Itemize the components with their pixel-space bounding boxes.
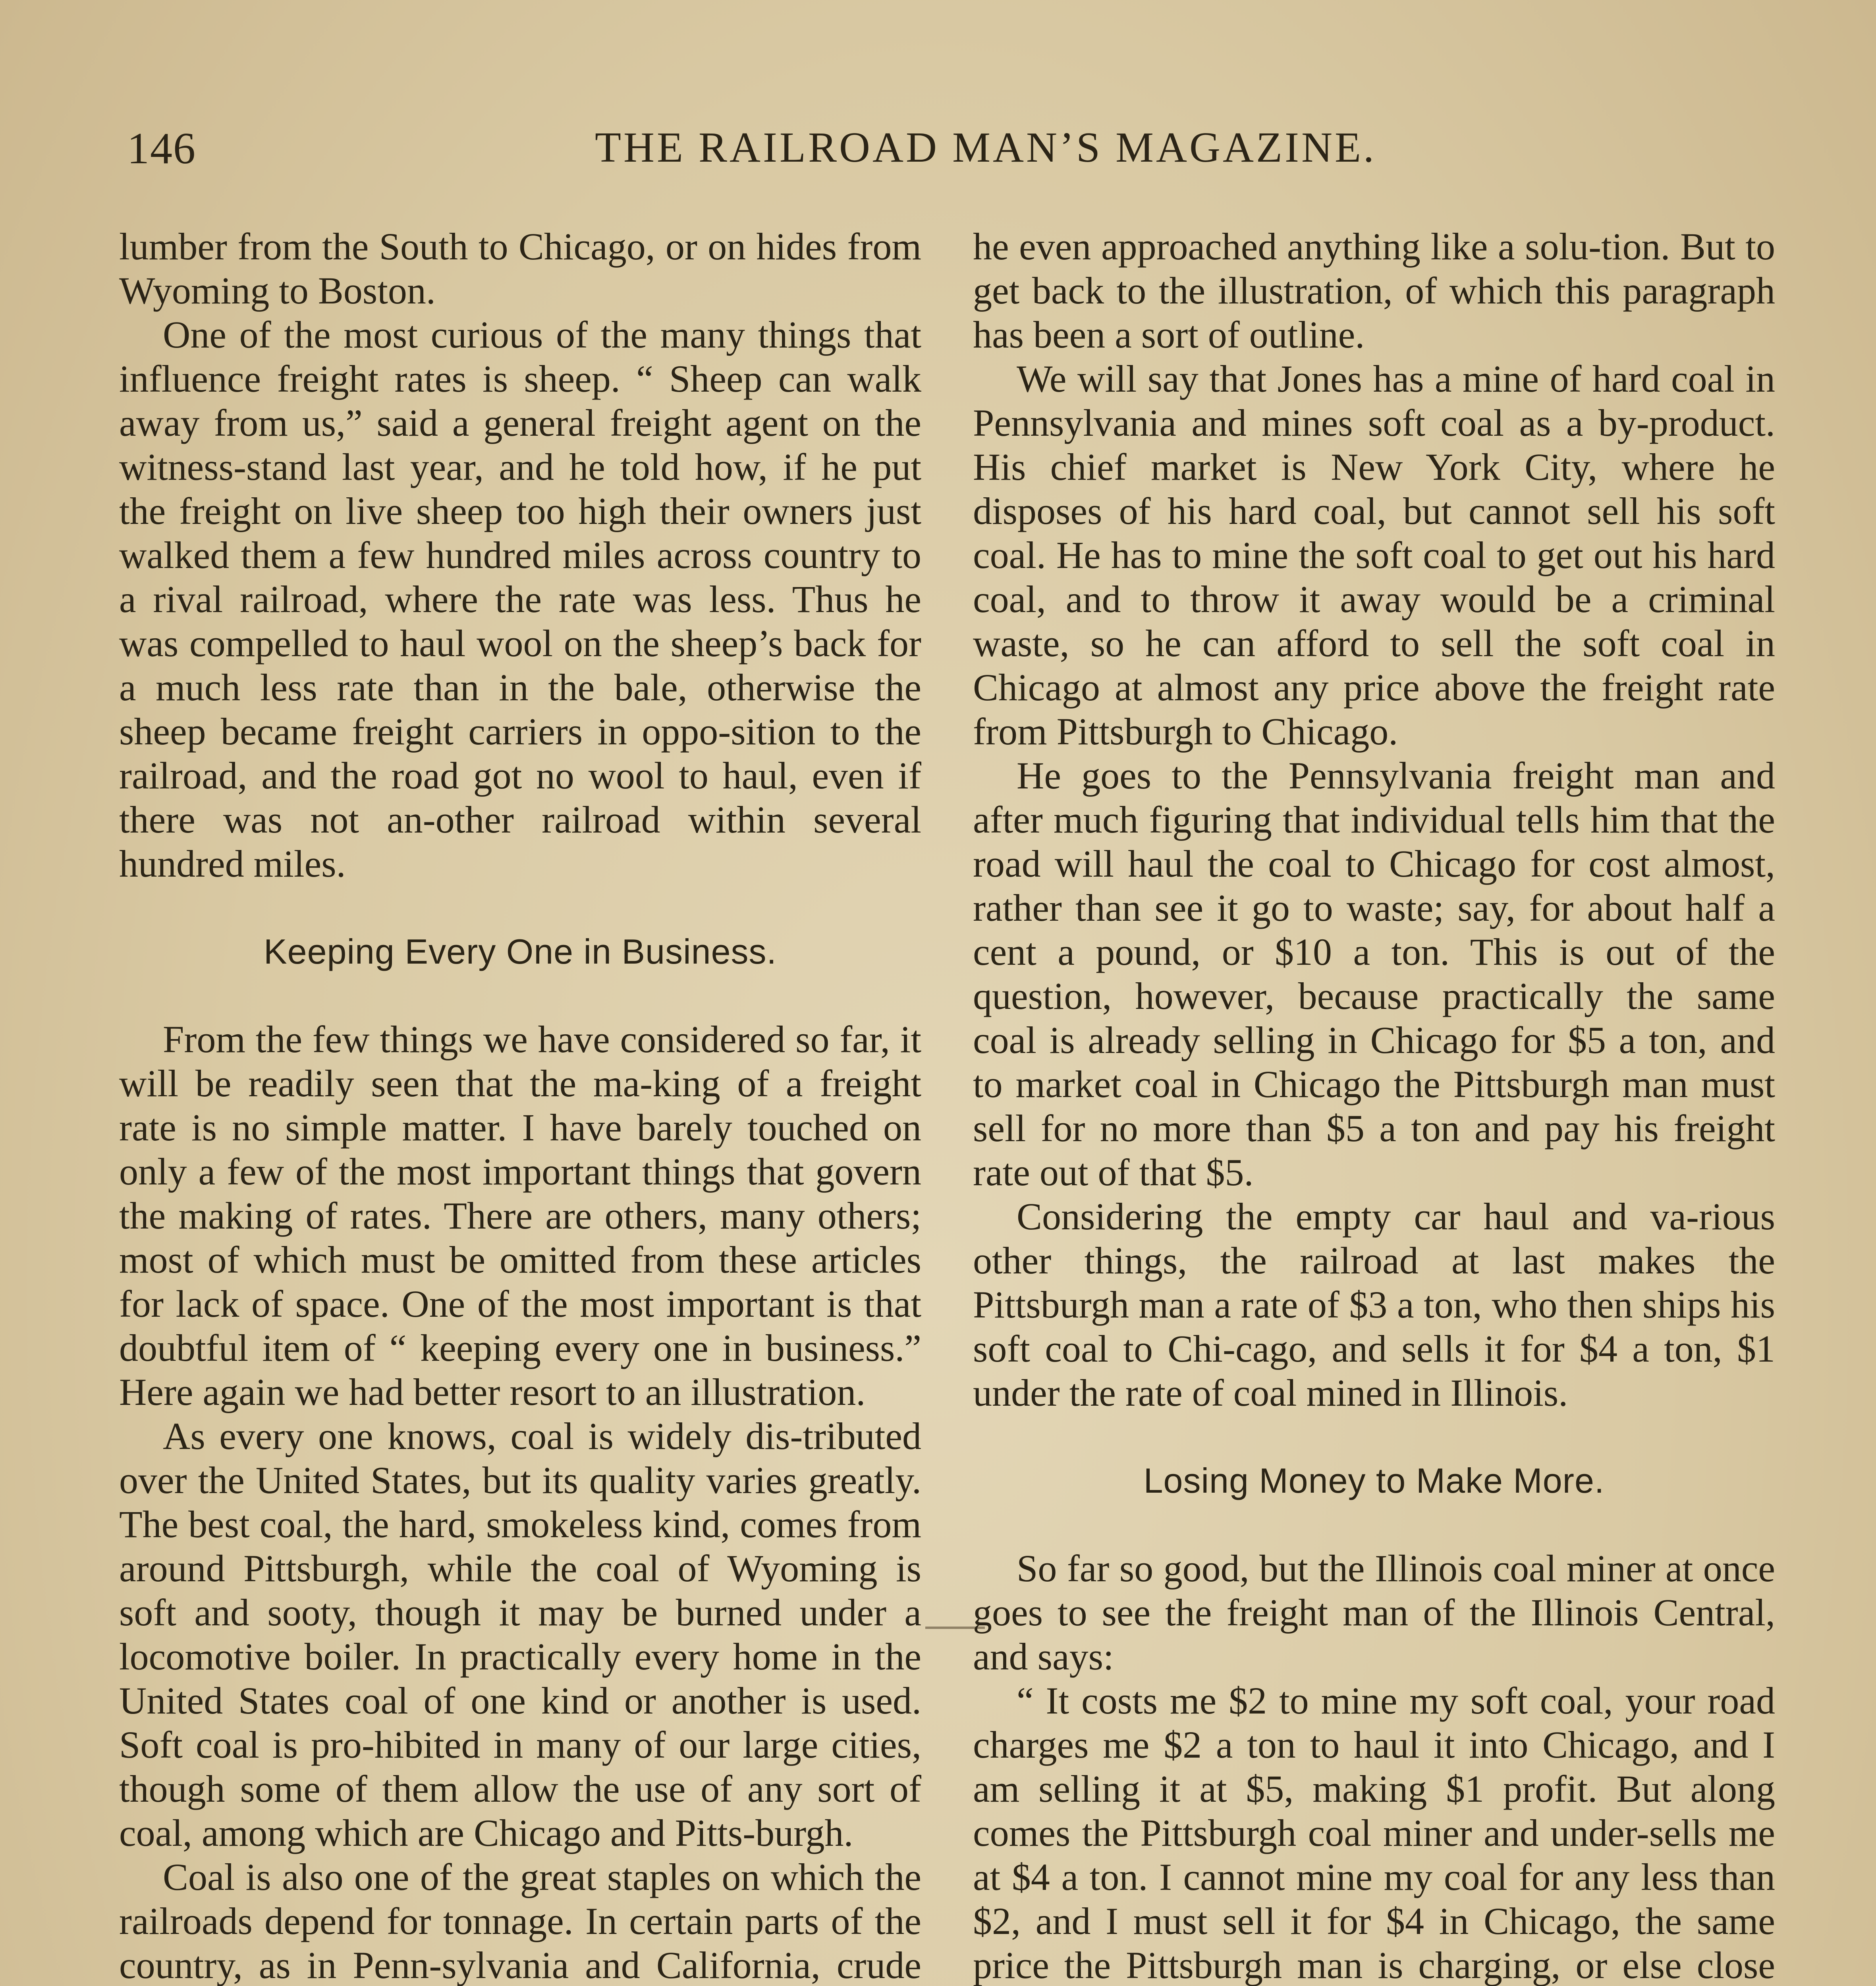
page-header <box>127 115 1773 187</box>
paragraph: he even approached anything like a solu-tion. But to get back to the illustration, of which this paragraph has been a sort of outline. <box>973 225 1775 356</box>
paragraph: As every one knows, coal is widely dis-tributed over the United States, but its quality varies greatly. The best coal, the hard, smokeless kind, comes from around Pittsburgh, while the coal of Wyoming is soft and sooty, though it may be burned under a locomotive boiler. In practically every home in the United States coal of one kind or another is used. Soft coal is pro-hibited in many of our large cities, though some of them allow the use of any sort of coal, among which are Chicago and Pitts-burgh. <box>119 1415 921 1854</box>
right-column <box>973 224 1775 1986</box>
running-title: THE RAILROAD MAN’S MAGAZINE. <box>595 124 1376 171</box>
paragraph: So far so good, but the Illinois coal miner at once goes to see the freight man of the Illinois Central, and says: <box>973 1547 1775 1678</box>
left-column <box>119 224 921 1986</box>
page-number: 146 <box>127 124 196 173</box>
paragraph: We will say that Jones has a mine of hard coal in Pennsylvania and mines soft coal as a by-product. His chief market is New York City, where he disposes of his hard coal, but cannot sell his soft coal. He has to mine the soft coal to get out his hard coal, and to throw it away would be a criminal waste, so he can afford to sell the soft coal in Chicago at almost any price above the freight rate from Pittsburgh to Chicago. <box>973 357 1775 753</box>
paragraph: “ It costs me $2 to mine my soft coal, your road charges me $2 a ton to haul it into Chicago, and I am selling it at $5, making $1 profit. But along comes the Pittsburgh coal miner and under-sells me at $4 a ton. I cannot mine my coal for any less than $2, and I must sell it for $4 in Chicago, the same price the Pittsburgh man is charging, or else close <box>973 1679 1775 1986</box>
paragraph: Coal is also one of the great staples on which the railroads depend for tonnage. In certain parts of the country, as in Penn-sylvania and California, crude <box>119 1856 921 1986</box>
paragraph: Considering the empty car haul and va-rious other things, the railroad at last makes the Pittsburgh man a rate of $3 a ton, who then ships his soft coal to Chi-cago, and sells it for $4 a ton, $1 under the rate of coal mined in Illinois. <box>973 1195 1775 1414</box>
section-heading: Keeping Every One in Business. <box>263 932 777 971</box>
section-heading: Losing Money to Make More. <box>1143 1461 1605 1500</box>
paragraph: One of the most curious of the many things that influence freight rates is sheep. “ Sheep can walk away from us,” said a general freight agent on the witness-stand last year, and he told how, if he put the freight on live sheep too high their owners just walked them a few hundred miles across country to a rival railroad, where the rate was less. Thus he was compelled to haul wool on the sheep’s back for a much less rate than in the bale, otherwise the sheep became freight carriers in oppo-sition to the railroad, and the road got no wool to haul, even if there was not an-other railroad within several hundred miles. <box>119 313 921 885</box>
paragraph: From the few things we have considered so far, it will be readily seen that the ma-king of a freight rate is no simple matter. I have barely touched on only a few of the most important things that govern the making of rates. There are others, many others; most of which must be omitted from these articles for lack of space. One of the most important is that doubtful item of “ keeping every one in business.” Here again we had better resort to an illustration. <box>119 1018 921 1413</box>
paragraph: lumber from the South to Chicago, or on hides from Wyoming to Boston. <box>119 225 921 312</box>
paragraph: He goes to the Pennsylvania freight man and after much figuring that individual tells him that the road will haul the coal to Chicago for cost almost, rather than see it go to waste; say, for about half a cent a pound, or $10 a ton. This is out of the question, however, because practically the same coal is already selling in Chicago for $5 a ton, and to market coal in Chicago the Pittsburgh man must sell for no more than $5 a ton and pay his freight rate out of that $5. <box>973 754 1775 1194</box>
